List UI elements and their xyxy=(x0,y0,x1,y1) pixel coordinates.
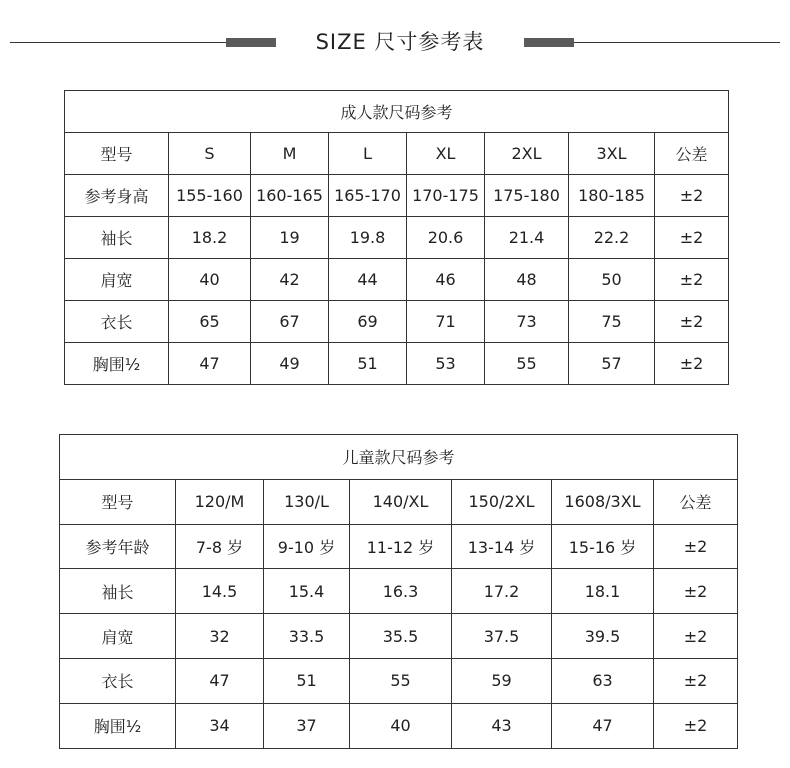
table-cell: 43 xyxy=(452,703,552,748)
adult-table-caption: 成人款尺码参考 xyxy=(65,91,729,133)
tolerance-cell: ±2 xyxy=(654,703,738,748)
table-cell: 19.8 xyxy=(329,217,407,259)
table-cell: 65 xyxy=(169,301,251,343)
tolerance-cell: ±2 xyxy=(655,343,729,385)
table-cell: 44 xyxy=(329,259,407,301)
table-cell: 40 xyxy=(169,259,251,301)
table-cell: 33.5 xyxy=(264,614,350,659)
table-cell: 51 xyxy=(329,343,407,385)
table-row xyxy=(65,343,729,385)
header-bar-right xyxy=(524,38,574,47)
table-row xyxy=(60,524,738,569)
table-cell: 165-170 xyxy=(329,175,407,217)
page-title: SIZE 尺寸参考表 xyxy=(315,30,485,54)
table-cell: 47 xyxy=(552,703,654,748)
table-cell: 69 xyxy=(329,301,407,343)
header-line-left xyxy=(10,42,226,43)
table-cell: 175-180 xyxy=(485,175,569,217)
adult-header-row xyxy=(65,133,729,175)
table-cell: 21.4 xyxy=(485,217,569,259)
table-row xyxy=(65,301,729,343)
row-label: 衣长 xyxy=(65,301,169,343)
table-cell: 55 xyxy=(350,658,452,703)
row-label: 袖长 xyxy=(65,217,169,259)
table-cell: 18.2 xyxy=(169,217,251,259)
table-cell: 15-16 岁 xyxy=(552,524,654,569)
header-cell: XL xyxy=(407,133,485,175)
table-cell: 47 xyxy=(169,343,251,385)
table-cell: 55 xyxy=(485,343,569,385)
header-cell: 120/M xyxy=(176,479,264,524)
tolerance-cell: ±2 xyxy=(654,658,738,703)
adult-size-table xyxy=(64,90,729,385)
table-cell: 49 xyxy=(251,343,329,385)
table-row xyxy=(60,703,738,748)
table-cell: 9-10 岁 xyxy=(264,524,350,569)
table-cell: 34 xyxy=(176,703,264,748)
header-bar-left xyxy=(226,38,276,47)
row-label: 衣长 xyxy=(60,658,176,703)
header-cell: L xyxy=(329,133,407,175)
table-cell: 19 xyxy=(251,217,329,259)
header-cell: 130/L xyxy=(264,479,350,524)
table-cell: 39.5 xyxy=(552,614,654,659)
child-table-caption: 儿童款尺码参考 xyxy=(60,435,738,480)
table-cell: 57 xyxy=(569,343,655,385)
table-cell: 50 xyxy=(569,259,655,301)
table-cell: 7-8 岁 xyxy=(176,524,264,569)
table-cell: 46 xyxy=(407,259,485,301)
row-label: 袖长 xyxy=(60,569,176,614)
table-cell: 42 xyxy=(251,259,329,301)
header-cell: 2XL xyxy=(485,133,569,175)
tolerance-cell: ±2 xyxy=(654,614,738,659)
table-cell: 53 xyxy=(407,343,485,385)
table-cell: 48 xyxy=(485,259,569,301)
header-cell: 型号 xyxy=(65,133,169,175)
row-label: 胸围½ xyxy=(65,343,169,385)
header-cell: M xyxy=(251,133,329,175)
row-label: 参考身高 xyxy=(65,175,169,217)
table-cell: 37.5 xyxy=(452,614,552,659)
header-cell: 公差 xyxy=(655,133,729,175)
header-cell: S xyxy=(169,133,251,175)
table-cell: 16.3 xyxy=(350,569,452,614)
table-cell: 22.2 xyxy=(569,217,655,259)
table-cell: 155-160 xyxy=(169,175,251,217)
tolerance-cell: ±2 xyxy=(654,569,738,614)
child-size-table xyxy=(59,434,738,749)
table-row xyxy=(65,259,729,301)
header-cell: 3XL xyxy=(569,133,655,175)
table-cell: 17.2 xyxy=(452,569,552,614)
table-cell: 11-12 岁 xyxy=(350,524,452,569)
table-cell: 63 xyxy=(552,658,654,703)
table-row xyxy=(60,614,738,659)
table-cell: 37 xyxy=(264,703,350,748)
tolerance-cell: ±2 xyxy=(654,524,738,569)
tolerance-cell: ±2 xyxy=(655,175,729,217)
header-line-right xyxy=(574,42,780,43)
table-cell: 73 xyxy=(485,301,569,343)
row-label: 参考年龄 xyxy=(60,524,176,569)
header-cell: 150/2XL xyxy=(452,479,552,524)
table-cell: 180-185 xyxy=(569,175,655,217)
table-cell: 51 xyxy=(264,658,350,703)
row-label: 胸围½ xyxy=(60,703,176,748)
table-cell: 14.5 xyxy=(176,569,264,614)
table-row xyxy=(65,175,729,217)
table-row xyxy=(60,569,738,614)
table-cell: 32 xyxy=(176,614,264,659)
tolerance-cell: ±2 xyxy=(655,217,729,259)
table-cell: 18.1 xyxy=(552,569,654,614)
table-cell: 71 xyxy=(407,301,485,343)
table-cell: 20.6 xyxy=(407,217,485,259)
table-cell: 75 xyxy=(569,301,655,343)
table-cell: 170-175 xyxy=(407,175,485,217)
table-cell: 67 xyxy=(251,301,329,343)
table-cell: 40 xyxy=(350,703,452,748)
row-label: 肩宽 xyxy=(65,259,169,301)
header-cell: 型号 xyxy=(60,479,176,524)
table-row xyxy=(65,217,729,259)
table-row xyxy=(60,658,738,703)
table-cell: 35.5 xyxy=(350,614,452,659)
header-cell: 140/XL xyxy=(350,479,452,524)
header-cell: 公差 xyxy=(654,479,738,524)
table-cell: 160-165 xyxy=(251,175,329,217)
row-label: 肩宽 xyxy=(60,614,176,659)
tolerance-cell: ±2 xyxy=(655,301,729,343)
header-cell: 1608/3XL xyxy=(552,479,654,524)
table-cell: 47 xyxy=(176,658,264,703)
child-header-row xyxy=(60,479,738,524)
tolerance-cell: ±2 xyxy=(655,259,729,301)
table-cell: 59 xyxy=(452,658,552,703)
table-cell: 15.4 xyxy=(264,569,350,614)
table-cell: 13-14 岁 xyxy=(452,524,552,569)
